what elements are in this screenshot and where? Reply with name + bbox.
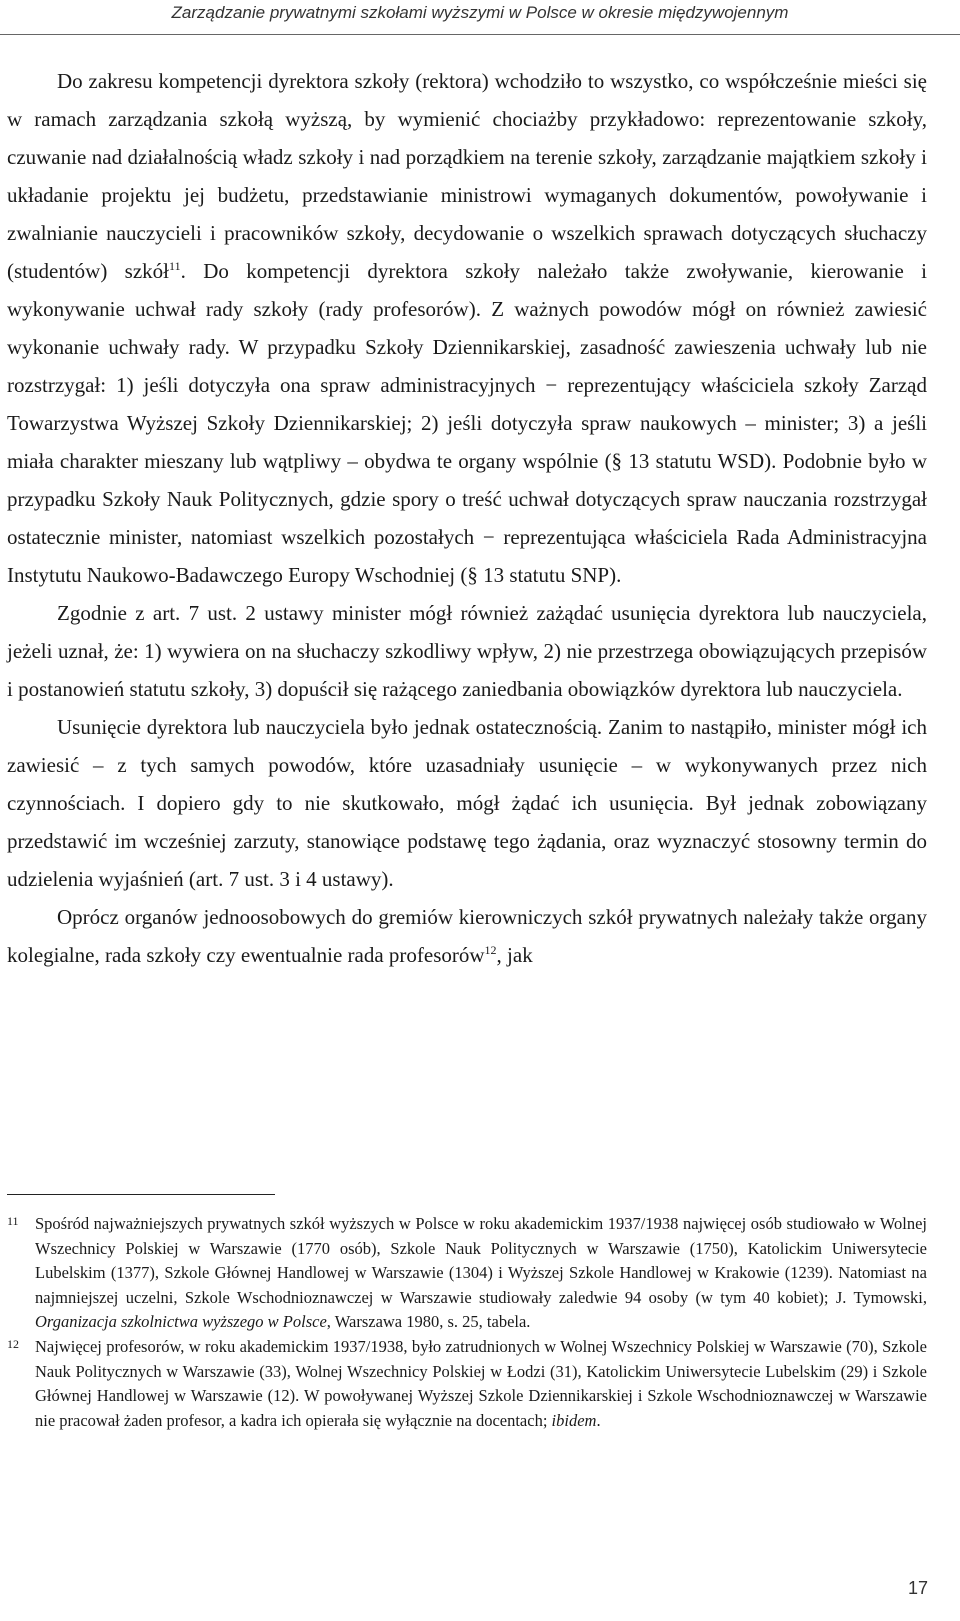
footnote-ref[interactable]: 12 [484, 943, 497, 957]
header-rule [0, 34, 960, 35]
footnote-text: Spośród najważniejszych prywatnych szkół wyższych w Polsce w roku akademickim 1937/1938 najwięcej osób studiowało w Wolnej Wszechnicy Polskiej w Warszawie (1770 osób), Szkole Nauk Politycznych w Warszawie (1750), Katolickim Uniwersytecie Lubelskim (1377), Szkole Głównej Handlowej w Warszawie (1304) i Wyższej Szkole Handlowej w Krakowie (1239). Natomiast na najmniejszej uczelni, Szkole Wschodnioznawczej w Warszawie studiowały zaledwie 94 osoby (w tym 40 kobiet); J. Tymowski, [35, 1214, 927, 1307]
footnote [7, 1335, 927, 1433]
paragraph-text: Usunięcie dyrektora lub nauczyciela było jednak ostatecznością. Zanim to nastąpiło, minister mógł ich zawiesić – z tych samych powodów, które uzasadniały usunięcie – w wykonywanych przez nich czynnościach. I dopiero gdy to nie skutkowało, mógł żądać ich usunięcia. Był jednak zobowiązany przedstawić im wcześniej zarzuty, stanowiące podstawę tego żądania, oraz wyznaczyć stosowny termin do udzielenia wyjaśnień (art. 7 ust. 3 i 4 ustawy). [7, 715, 927, 891]
footnote-ref[interactable]: 11 [169, 259, 181, 273]
footnote-text: . [596, 1410, 601, 1430]
paragraph-text: Oprócz organów jednoosobowych do gremiów kierowniczych szkół prywatnych należały także organy kolegialne, rada szkoły czy ewentualnie rada profesorów [7, 905, 927, 967]
footnote [7, 1212, 927, 1335]
footnote-title: Organizacja szkolnictwa wyższego w Polsce [35, 1312, 327, 1332]
paragraph [7, 62, 927, 594]
footnote-text: , Warszawa 1980, s. 25, tabela. [326, 1312, 531, 1332]
paragraph [7, 708, 927, 898]
paragraph-text: Do zakresu kompetencji dyrektora szkoły (rektora) wchodziło to wszystko, co współcześnie mieści się w ramach zarządzania szkołą wyższą, by wymienić chociażby przykładowo: reprezentowanie szkoły, czuwanie nad działalnością władz szkoły i nad porządkiem na terenie szkoły, zarządzanie majątkiem szkoły i układanie projektu jej budżetu, przedstawianie ministrowi wymaganych dokumentów, powoływanie i zwalnianie nauczycieli i pracowników szkoły, decydowanie o wszelkich sprawach dotyczących słuchaczy (studentów) szkół [7, 69, 927, 283]
footnotes [7, 1212, 927, 1433]
running-title: Zarządzanie prywatnymi szkołami wyższymi w Polsce w okresie międzywojennym [171, 3, 789, 22]
page-number: 17 [907, 1578, 928, 1598]
main-text [7, 62, 927, 974]
footnote-number: 12 [7, 1336, 19, 1351]
footnote-separator [7, 1194, 275, 1195]
paragraph-text: . Do kompetencji dyrektora szkoły należało także zwoływanie, kierowanie i wykonywanie uchwał rady szkoły (rady profesorów). Z ważnych powodów mógł on również zawiesić wykonanie uchwały rady. W przypadku Szkoły Dziennikarskiej, zasadność zawieszenia uchwały lub nie rozstrzygał: 1) jeśli dotyczyła ona spraw administracyjnych − reprezentujący właściciela szkoły Zarząd Towarzystwa Wyższej Szkoły Dziennikarskiej; 2) jeśli dotyczyła spraw naukowych – minister; 3) a jeśli miała charakter mieszany lub wątpliwy – obydwa te organy wspólnie (§ 13 statutu WSD). Podobnie było w przypadku Szkoły Nauk Politycznych, gdzie spory o treść uchwał dotyczących spraw nauczania rozstrzygał ostatecznie minister, natomiast wszelkich pozostałych − reprezentująca właściciela Rada Administracyjna Instytutu Naukowo-Badawczego Europy Wschodniej (§ 13 statutu SNP). [7, 259, 927, 587]
footnote-text: Najwięcej profesorów, w roku akademickim 1937/1938, było zatrudnionych w Wolnej Wszechnicy Polskiej w Warszawie (70), Szkole Nauk Politycznych w Warszawie (33), Wolnej Wszechnicy Polskiej w Łodzi (31), Katolickim Uniwersytecie Lubelskim (29) i Szkole Głównej Handlowej w Warszawie (12). W powoływanej Wyższej Szkole Dziennikarskiej i Szkole Wschodnioznawczej w Warszawie nie pracował żaden profesor, a kadra ich opierała się wyłącznie na docentach; [35, 1336, 927, 1430]
paragraph-text: Zgodnie z art. 7 ust. 2 ustawy minister mógł również zażądać usunięcia dyrektora lub nauczyciela, jeżeli uznał, że: 1) wywiera on na słuchaczy szkodliwy wpływ, 2) nie przestrzega obowiązujących przepisów i postanowień statutu szkoły, 3) dopuścił się rażącego zaniedbania obowiązków dyrektora lub nauczyciela. [7, 601, 927, 701]
footnote-number: 11 [7, 1214, 19, 1228]
paragraph-text: , jak [496, 943, 533, 967]
paragraph [7, 898, 927, 974]
paragraph [7, 594, 927, 708]
running-header [0, 0, 960, 35]
footnote-title: ibidem [551, 1410, 597, 1430]
